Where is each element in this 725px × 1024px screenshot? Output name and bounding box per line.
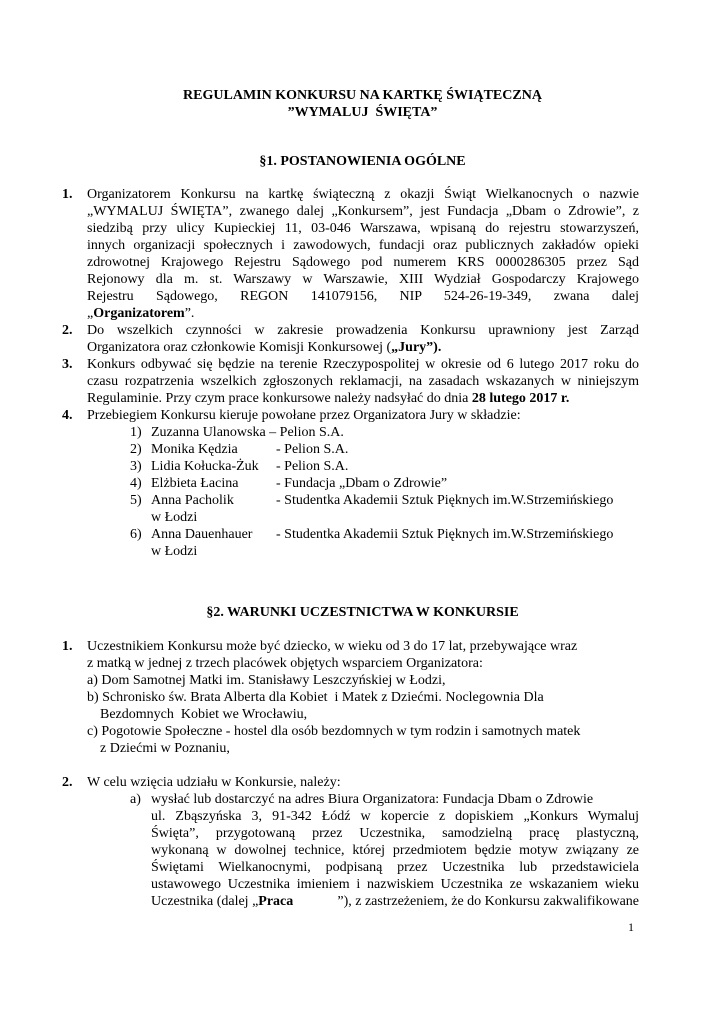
jury-role: - Pelion S.A.: [276, 442, 349, 457]
paragraph-line: zdrowotnej Krajowego Rejestru Sądowego pod numerem KRS 0000286305 przez Sąd: [87, 255, 639, 270]
text-run: Organizatora oraz członkowie Komisji Konkursowej (: [87, 340, 392, 355]
text-run: „: [87, 306, 94, 321]
paragraph-line: [87, 390, 569, 407]
text-run: Uczestnika (dalej „: [151, 894, 259, 909]
paragraph-line: Organizatorem Konkursu na kartkę świąteczną z okazji Świąt Wielkanocnych o nazwie: [87, 187, 639, 202]
paragraph-line: innych organizacji społecznych i zawodowych, fundacji oraz publicznych zakładów opieki: [87, 238, 639, 253]
jury-number: 1): [130, 425, 142, 440]
paragraph-line: Świętami Wielkanocnymi, podpisaną przez Uczestnika lub przedstawiciela: [151, 860, 639, 875]
organizer-term: Organizatorem: [93, 306, 185, 321]
deadline-date: 28 lutego 2017 r.: [471, 391, 570, 406]
jury-role: - Studentka Akademii Sztuk Pięknych im.W.Strzemińskiego: [276, 527, 614, 542]
jury-number: 4): [130, 476, 142, 491]
document-title-line-2: ”WYMALUJ ŚWIĘTA”: [287, 105, 438, 120]
jury-role: - Pelion S.A.: [276, 459, 349, 474]
jury-number: 3): [130, 459, 142, 474]
paragraph-line: [87, 305, 194, 322]
text-run: [151, 893, 293, 910]
jury-number: 5): [130, 493, 142, 508]
paragraph-line: Święta”, przygotowaną przez Uczestnika, samodzielną pracę plastyczną,: [151, 826, 639, 841]
jury-term: „Jury”).: [391, 340, 442, 355]
jury-role-continuation: w Łodzi: [151, 510, 198, 525]
jury-name: Monika Kędzia: [151, 442, 238, 457]
paragraph-line: Rejonowy dla m. st. Warszawy w Warszawie, XIII Wydział Gospodarczy Krajowego: [87, 272, 639, 287]
jury-role-continuation: w Łodzi: [151, 544, 198, 559]
jury-role: - Fundacja „Dbam o Zdrowie”: [276, 476, 448, 491]
paragraph-line: Konkurs odbywać się będzie na terenie Rzeczypospolitej w okresie od 6 lutego 2017 roku do: [87, 357, 639, 372]
jury-role: - Studentka Akademii Sztuk Pięknych im.W.Strzemińskiego: [276, 493, 614, 508]
jury-name: Elżbieta Łacina: [151, 476, 239, 491]
paragraph-line: Do wszelkich czynności w zakresie prowadzenia Konkursu uprawniony jest Zarząd: [87, 323, 639, 338]
paragraph-line: wykonaną w dowolnej technice, której przedmiotem będzie motyw związany ze: [151, 843, 639, 858]
text-run: ”), z zastrzeżeniem, że do Konkursu zakwalifikowane: [337, 894, 639, 909]
jury-name: Lidia Kołucka-Żuk: [151, 459, 259, 474]
paragraph-line: czasu rozpatrzenia wszelkich zgłoszonych reklamacji, na zasadach wskazanych w niniejszym: [87, 374, 639, 389]
paragraph-line: Rejestru Sądowego, REGON 141079156, NIP 524-26-19-349, zwana dalej: [87, 289, 639, 304]
jury-name: Anna Dauenhauer: [151, 527, 253, 542]
facility-item-continuation: z Dziećmi w Poznaniu,: [100, 741, 230, 756]
work-term: Praca: [258, 894, 294, 909]
document-title-line-1: REGULAMIN KONKURSU NA KARTKĘ ŚWIĄTECZNĄ: [183, 88, 542, 103]
paragraph-line: ul. Zbąszyńska 3, 91-342 Łódź w kopercie z dopiskiem „Konkurs Wymaluj: [151, 809, 639, 824]
jury-name: Anna Pacholik: [151, 493, 234, 508]
paragraph-line: ustawowego Uczestnika imieniem i nazwiskiem Uczestnika ze wskazaniem wieku: [151, 877, 639, 892]
sub-item-label: a): [130, 792, 141, 807]
paragraph-line: [87, 339, 441, 356]
facility-item: b) Schronisko św. Brata Alberta dla Kobiet i Matek z Dziećmi. Noclegownia Dla: [87, 690, 544, 705]
item-number: 2.: [62, 323, 73, 338]
paragraph-line: „WYMALUJ ŚWIĘTA”, zwanego dalej „Konkursem”, jest Fundacja „Dbam o Zdrowie”, z: [87, 204, 639, 219]
page-number: 1: [628, 920, 634, 934]
facility-item-continuation: Bezdomnych Kobiet we Wrocławiu,: [100, 707, 308, 722]
facility-item: a) Dom Samotnej Matki im. Stanisławy Leszczyńskiej w Łodzi,: [87, 673, 446, 688]
item-number: 2.: [62, 775, 73, 790]
item-number: 4.: [62, 408, 73, 423]
paragraph-line: siedzibą przy ulicy Kupieckiej 11, 03-046 Warszawa, wpisaną do rejestru stowarzyszeń,: [87, 221, 639, 236]
jury-number: 6): [130, 527, 142, 542]
section-1-heading: §1. POSTANOWIENIA OGÓLNE: [259, 154, 466, 169]
jury-number: 2): [130, 442, 142, 457]
facility-item: c) Pogotowie Społeczne - hostel dla osób bezdomnych w tym rodzin i samotnych matek: [87, 724, 581, 739]
item-number: 1.: [62, 639, 73, 654]
paragraph-line: [151, 893, 639, 910]
section-2-heading: §2. WARUNKI UCZESTNICTWA W KONKURSIE: [206, 605, 519, 620]
paragraph-line: W celu wzięcia udziału w Konkursie, należy:: [87, 775, 341, 790]
paragraph-line: Przebiegiem Konkursu kieruje powołane przez Organizatora Jury w składzie:: [87, 408, 521, 423]
text-run: Regulaminie. Przy czym prace konkursowe należy nadsyłać do dnia: [87, 391, 472, 406]
item-number: 3.: [62, 357, 73, 372]
paragraph-line: Uczestnikiem Konkursu może być dziecko, w wieku od 3 do 17 lat, przebywające wraz: [87, 639, 578, 654]
jury-name: Zuzanna Ulanowska – Pelion S.A.: [151, 425, 344, 440]
paragraph-line: wysłać lub dostarczyć na adres Biura Organizatora: Fundacja Dbam o Zdrowie: [151, 792, 594, 807]
paragraph-line: z matką w jednej z trzech placówek objętych wsparciem Organizatora:: [87, 656, 483, 671]
item-number: 1.: [62, 187, 73, 202]
text-run: ”.: [184, 306, 195, 321]
